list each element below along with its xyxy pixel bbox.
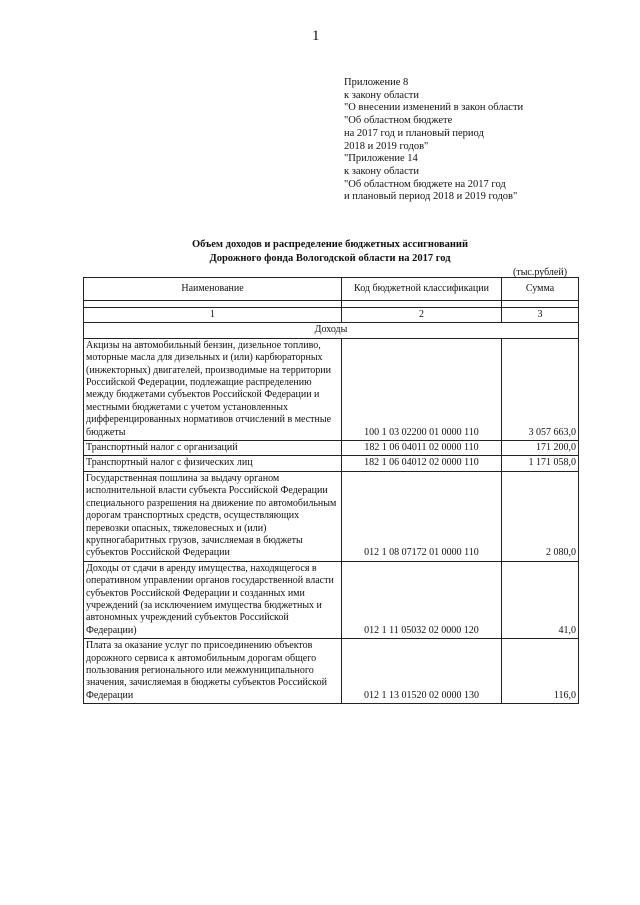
road-fund-table bbox=[83, 277, 579, 704]
appendix-header bbox=[344, 77, 523, 204]
row-name: Государственная пошлина за выдачу органом исполнительной власти субъекта Российской Федерации специального разрешения на движение по автомобильным дорогам транспортных средств, осуществляющих перевозки опасных, тяжеловесных и (или) крупногабаритных грузов, зачисляемая в бюджеты субъектов Российской Федерации bbox=[84, 471, 342, 561]
units-label: (тыс.рублей) bbox=[513, 267, 568, 278]
row-sum: 41,0 bbox=[502, 561, 579, 638]
title-line-2: Дорожного фонда Вологодской области на 2017 год bbox=[209, 253, 451, 264]
row-name: Доходы от сдачи в аренду имущества, находящегося в оперативном управлении органов государственной власти субъектов Российской Федерации и созданных ими учреждений (за исключением имущества бюджетных и автономных учреждений субъектов Российской Федерации) bbox=[84, 561, 342, 638]
appendix-line: "Об областном бюджете на 2017 год bbox=[344, 178, 506, 190]
table-row bbox=[84, 471, 579, 561]
appendix-line: к закону области bbox=[344, 165, 419, 177]
section-row bbox=[84, 323, 579, 338]
row-sum: 1 171 058,0 bbox=[502, 456, 579, 471]
row-sum: 3 057 663,0 bbox=[502, 338, 579, 440]
index-cell: 1 bbox=[84, 308, 342, 323]
row-name: Транспортный налог с организаций bbox=[84, 441, 342, 456]
table-row bbox=[84, 338, 579, 440]
document-title bbox=[80, 238, 580, 266]
row-code: 182 1 06 04011 02 0000 110 bbox=[342, 441, 502, 456]
table-row bbox=[84, 561, 579, 638]
row-code: 012 1 08 07172 01 0000 110 bbox=[342, 471, 502, 561]
table-row bbox=[84, 441, 579, 456]
row-code: 012 1 13 01520 02 0000 130 bbox=[342, 639, 502, 704]
appendix-line: на 2017 год и плановый период bbox=[344, 127, 484, 139]
row-name: Плата за оказание услуг по присоединению объектов дорожного сервиса к автомобильным дорогам общего пользования регионального или межмуниципального значения, зачисляемая в бюджеты субъектов Российской Федерации bbox=[84, 639, 342, 704]
row-name: Акцизы на автомобильный бензин, дизельное топливо, моторные масла для дизельных и (или) карбюраторных (инжекторных) двигателей, производимые на территории Российской Федерации, подлежащие распределению между бюджетами субъектов Российской Федерации и местными бюджетами с учетом установленных дифференцированных нормативов отчислений в местные бюджеты bbox=[84, 338, 342, 440]
table-row bbox=[84, 456, 579, 471]
row-code: 182 1 06 04012 02 0000 110 bbox=[342, 456, 502, 471]
section-title: Доходы bbox=[84, 323, 579, 338]
appendix-line: и плановый период 2018 и 2019 годов" bbox=[344, 191, 518, 203]
spacer-row bbox=[84, 301, 579, 308]
page-number: 1 bbox=[312, 28, 320, 44]
index-cell: 2 bbox=[342, 308, 502, 323]
appendix-line: 2018 и 2019 годов" bbox=[344, 140, 429, 152]
appendix-line: "О внесении изменений в закон области bbox=[344, 102, 524, 114]
row-code: 012 1 11 05032 02 0000 120 bbox=[342, 561, 502, 638]
header-sum: Сумма bbox=[502, 278, 579, 301]
header-name: Наименование bbox=[84, 278, 342, 301]
row-sum: 171 200,0 bbox=[502, 441, 579, 456]
appendix-line: "Об областном бюджете bbox=[344, 115, 453, 127]
row-sum: 116,0 bbox=[502, 639, 579, 704]
row-code: 100 1 03 02200 01 0000 110 bbox=[342, 338, 502, 440]
column-index-row bbox=[84, 308, 579, 323]
appendix-line: Приложение 8 bbox=[344, 77, 409, 88]
row-sum: 2 080,0 bbox=[502, 471, 579, 561]
row-name: Транспортный налог с физических лиц bbox=[84, 456, 342, 471]
header-code: Код бюджетной классификации bbox=[342, 278, 502, 301]
index-cell: 3 bbox=[502, 308, 579, 323]
appendix-line: "Приложение 14 bbox=[344, 153, 418, 165]
title-line-1: Объем доходов и распределение бюджетных ассигнований bbox=[191, 239, 469, 250]
table-header-row bbox=[84, 278, 579, 301]
appendix-line: к закону области bbox=[344, 89, 419, 101]
table-row bbox=[84, 639, 579, 704]
